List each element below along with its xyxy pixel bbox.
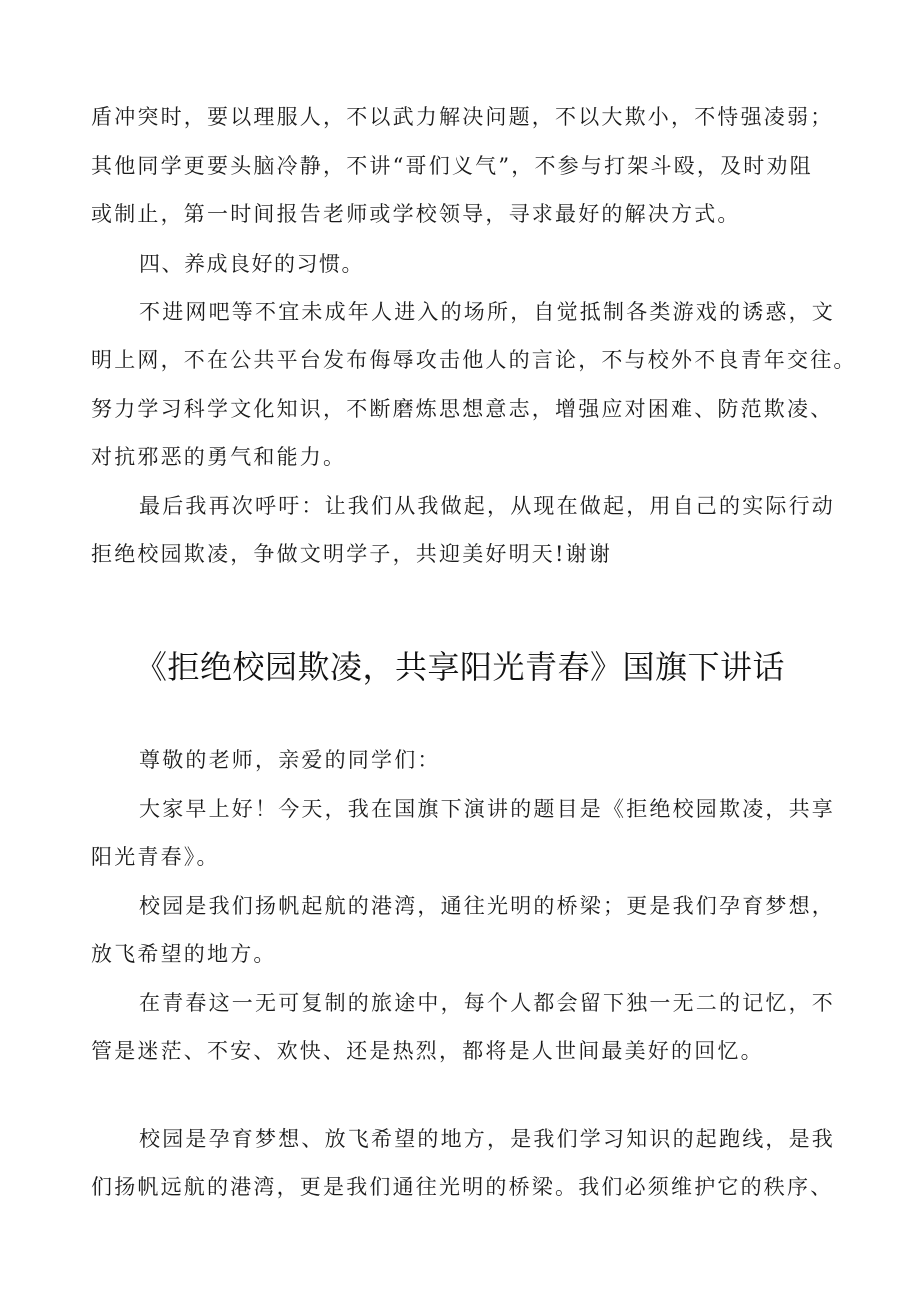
paragraph-a-line-2: 其他同学更要头脑冷静，不讲“哥们义气”，不参与打架斗殴，及时劝阻 — [91, 154, 813, 178]
paragraph-b-line-1: 不进网吧等不宜未成年人进入的场所，自觉抵制各类游戏的诱惑，文 — [139, 300, 835, 324]
paragraph-2-line-1: 校园是我们扬帆起航的港湾，通往光明的桥梁；更是我们孕育梦想， — [139, 894, 835, 918]
paragraph-b-line-4: 对抗邪恶的勇气和能力。 — [91, 445, 347, 469]
section-heading: 四、养成良好的习惯。 — [139, 252, 364, 276]
paragraph-b-line-3: 努力学习科学文化知识，不断磨炼思想意志，增强应对困难、防范欺凌、 — [91, 397, 834, 421]
paragraph-1-line-1: 大家早上好！今天，我在国旗下演讲的题目是《拒绝校园欺凌，共享 — [139, 797, 835, 821]
paragraph-3-line-1: 在青春这一无可复制的旅途中，每个人都会留下独一无二的记忆，不 — [139, 991, 835, 1015]
greeting: 尊敬的老师，亲爱的同学们： — [139, 748, 441, 772]
paragraph-a-line-3: 或制止，第一时间报告老师或学校领导，寻求最好的解决方式。 — [91, 202, 741, 226]
paragraph-1-line-2: 阳光青春》。 — [91, 845, 220, 869]
paragraph-3-line-2: 管是迷茫、不安、欢快、还是热烈，都将是人世间最美好的回忆。 — [91, 1039, 764, 1063]
paragraph-4-line-2: 们扬帆远航的港湾，更是我们通往光明的桥梁。我们必须维护它的秩序、 — [91, 1175, 834, 1199]
paragraph-b-line-2: 明上网，不在公共平台发布侮辱攻击他人的言论，不与校外不良青年交往。 — [91, 348, 857, 372]
paragraph-a-line-1: 盾冲突时，要以理服人，不以武力解决问题，不以大欺小，不恃强凌弱； — [91, 105, 834, 129]
paragraph-c-line-1: 最后我再次呼吁：让我们从我做起，从现在做起，用自己的实际行动 — [139, 494, 835, 518]
speech-title: 《拒绝校园欺凌，共享阳光青春》国旗下讲话 — [134, 648, 785, 686]
paragraph-2-line-2: 放飞希望的地方。 — [91, 942, 277, 966]
paragraph-c-line-2: 拒绝校园欺凌，争做文明学子，共迎美好明天!谢谢 — [91, 542, 613, 566]
paragraph-4-line-1: 校园是孕育梦想、放飞希望的地方，是我们学习知识的起跑线，是我 — [139, 1127, 835, 1151]
